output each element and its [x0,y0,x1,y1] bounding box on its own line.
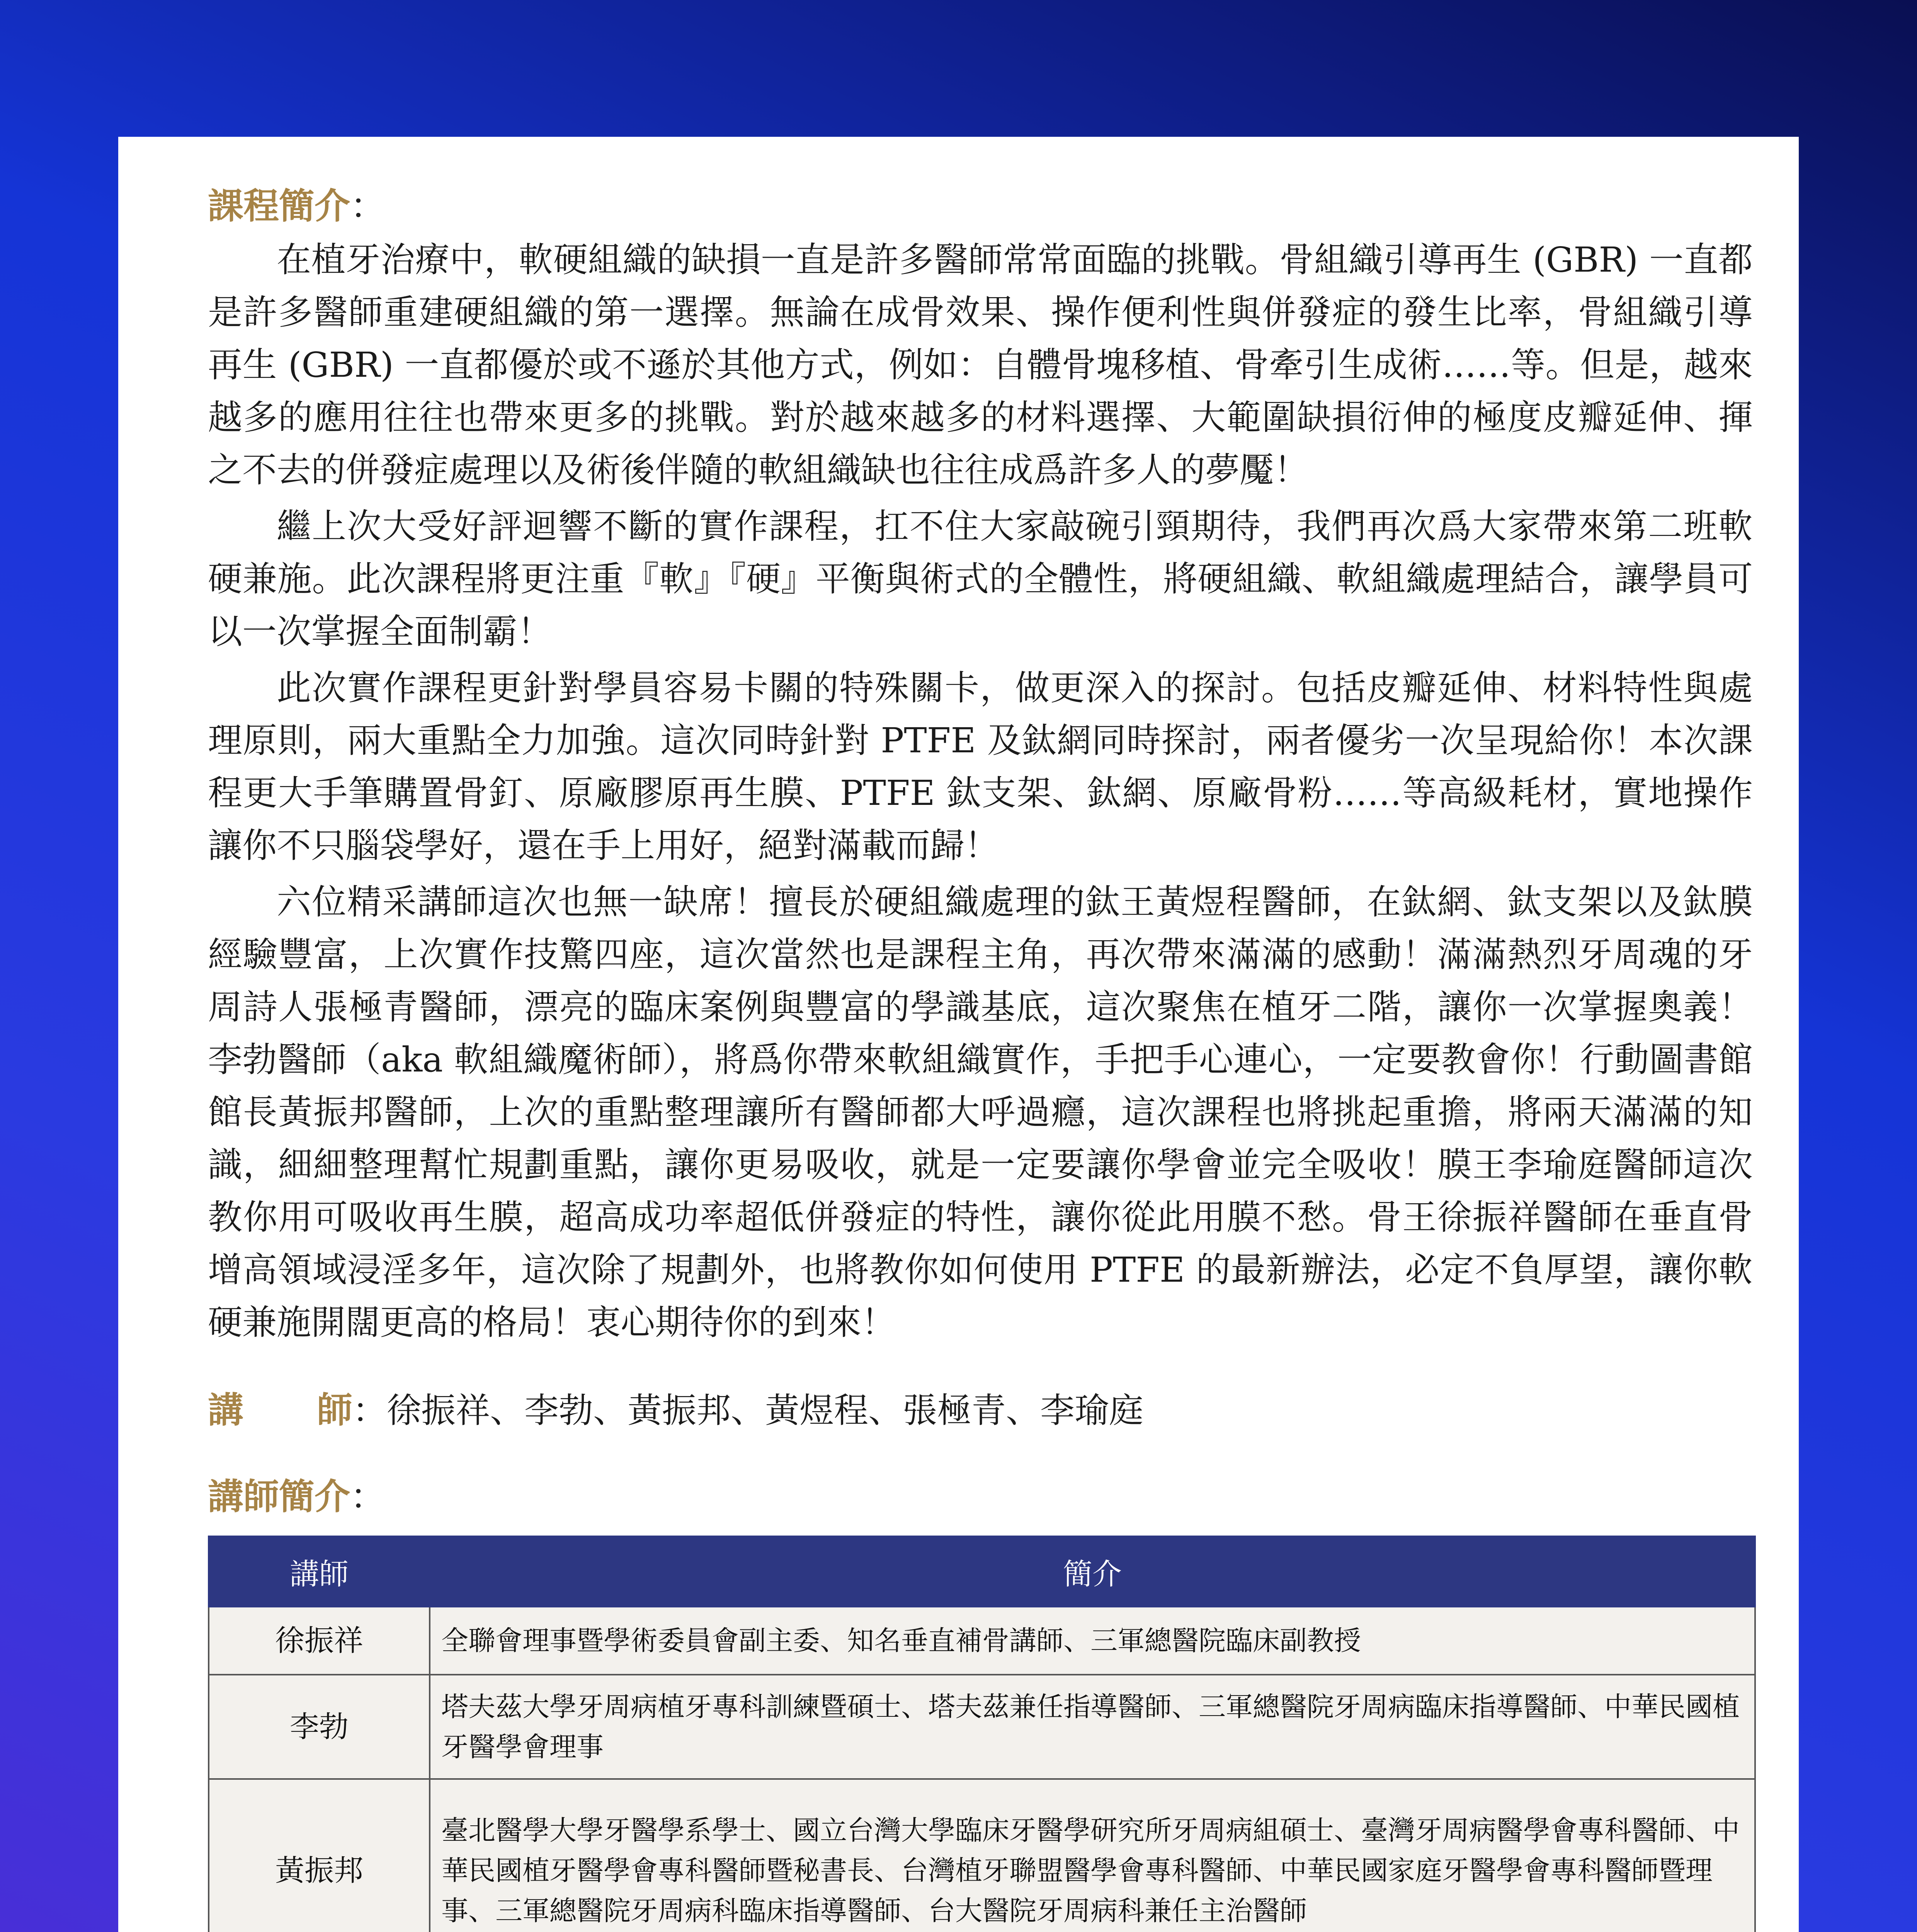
lecturers-label-b: 師 [317,1389,353,1431]
lecturers-colon: ： [352,1390,387,1430]
table-row [209,1675,1755,1779]
lecturer-desc: 臺北醫學大學牙醫學系學士、國立台灣大學臨床牙醫學研究所牙周病組碩士、臺灣牙周病醫學會專科醫師、中華民國植牙醫學會專科醫師暨秘書長、台灣植牙聯盟醫學會專科醫師、中華民國家庭牙醫學會專科醫師暨理事、三軍總醫院牙周病科臨床指導醫師、台大醫院牙周病科兼任主治醫師 [430,1779,1755,1932]
lecturer-name: 李勃 [209,1675,430,1779]
intro-paragraph-2: 繼上次大受好評迴響不斷的實作課程，扛不住大家敲碗引頸期待，我們再次爲大家帶來第二班軟硬兼施。此次課程將更注重『軟』『硬』平衡與術式的全體性，將硬組織、軟組織處理結合，讓學員可以一次掌握全面制霸！ [208,506,1753,651]
column-header-lecturer: 講師 [209,1536,430,1607]
lecturers-line [208,1383,1753,1437]
lecturer-name: 黃振邦 [209,1779,430,1932]
lecturer-name: 徐振祥 [209,1607,430,1675]
intro-heading-text: 課程簡介 [208,185,350,227]
table-header-row [209,1536,1755,1607]
bio-heading [208,1470,1753,1524]
intro-heading [208,179,1753,233]
intro-paragraph-3: 此次實作課程更針對學員容易卡關的特殊關卡，做更深入的探討。包括皮瓣延伸、材料特性與處理原則，兩大重點全力加強。這次同時針對 PTFE 及鈦網同時探討，兩者優劣一次呈現給你！本次課程更大手筆購置骨釘、原廠膠原再生膜、PTFE 鈦支架、鈦網、原廠骨粉……等高級耗材，實地操作讓你不只腦袋學好，還在手上用好，絕對滿載而歸！ [208,668,1753,866]
bio-heading-text: 講師簡介 [208,1476,350,1517]
lecturers-label-a: 講 [208,1389,244,1431]
table-row [209,1779,1755,1932]
lecturer-desc: 全聯會理事暨學術委員會副主委、知名垂直補骨講師、三軍總醫院臨床副教授 [430,1607,1755,1675]
table-row [209,1607,1755,1675]
content [208,179,1753,1932]
lecturers-label [208,1389,352,1431]
intro-heading-colon: ： [350,185,386,227]
intro-paragraph-4: 六位精采講師這次也無一缺席！擅長於硬組織處理的鈦王黃煜程醫師，在鈦網、鈦支架以及鈦膜經驗豐富，上次實作技驚四座，這次當然也是課程主角，再次帶來滿滿的感動！滿滿熱烈牙周魂的牙周詩人張極青醫師，漂亮的臨床案例與豐富的學識基底，這次聚焦在植牙二階，讓你一次掌握奧義！李勃醫師（aka 軟組織魔術師），將爲你帶來軟組織實作，手把手心連心，一定要教會你！行動圖書館館長黃振邦醫師，上次的重點整理讓所有醫師都大呼過癮，這次課程也將挑起重擔，將兩天滿滿的知識，細細整理幫忙規劃重點，讓你更易吸收，就是一定要讓你學會並完全吸收！膜王李瑜庭醫師這次教你用可吸收再生膜，超高成功率超低併發症的特性，讓你從此用膜不愁。骨王徐振祥醫師在垂直骨增高領域浸淫多年，這次除了規劃外，也將教你如何使用 PTFE 的最新辦法，必定不負厚望，讓你軟硬兼施開闊更高的格局！衷心期待你的到來！ [208,882,1753,1342]
column-header-bio: 簡介 [430,1536,1755,1607]
intro-paragraph-1: 在植牙治療中，軟硬組織的缺損一直是許多醫師常常面臨的挑戰。骨組織引導再生 (GBR) 一直都是許多醫師重建硬組織的第一選擇。無論在成骨效果、操作便利性與併發症的發生比率，骨組織引導再生 (GBR) 一直都優於或不遜於其他方式，例如：自體骨塊移植、骨牽引生成術……等。但是，越來越多的應用往往也帶來更多的挑戰。對於越來越多的材料選擇、大範圍缺損衍伸的極度皮瓣延伸、揮之不去的併發症處理以及術後伴隨的軟組織缺也往往成爲許多人的夢魘！ [208,240,1753,490]
lecturer-bio-table [208,1536,1756,1932]
page-card [118,137,1799,1932]
lecturer-desc: 塔夫茲大學牙周病植牙專科訓練暨碩士、塔夫茲兼任指導醫師、三軍總醫院牙周病臨床指導醫師、中華民國植牙醫學會理事 [430,1675,1755,1779]
lecturers-names: 徐振祥、李勃、黃振邦、黃煜程、張極青、李瑜庭 [387,1390,1144,1430]
bio-heading-colon: ： [350,1476,386,1517]
